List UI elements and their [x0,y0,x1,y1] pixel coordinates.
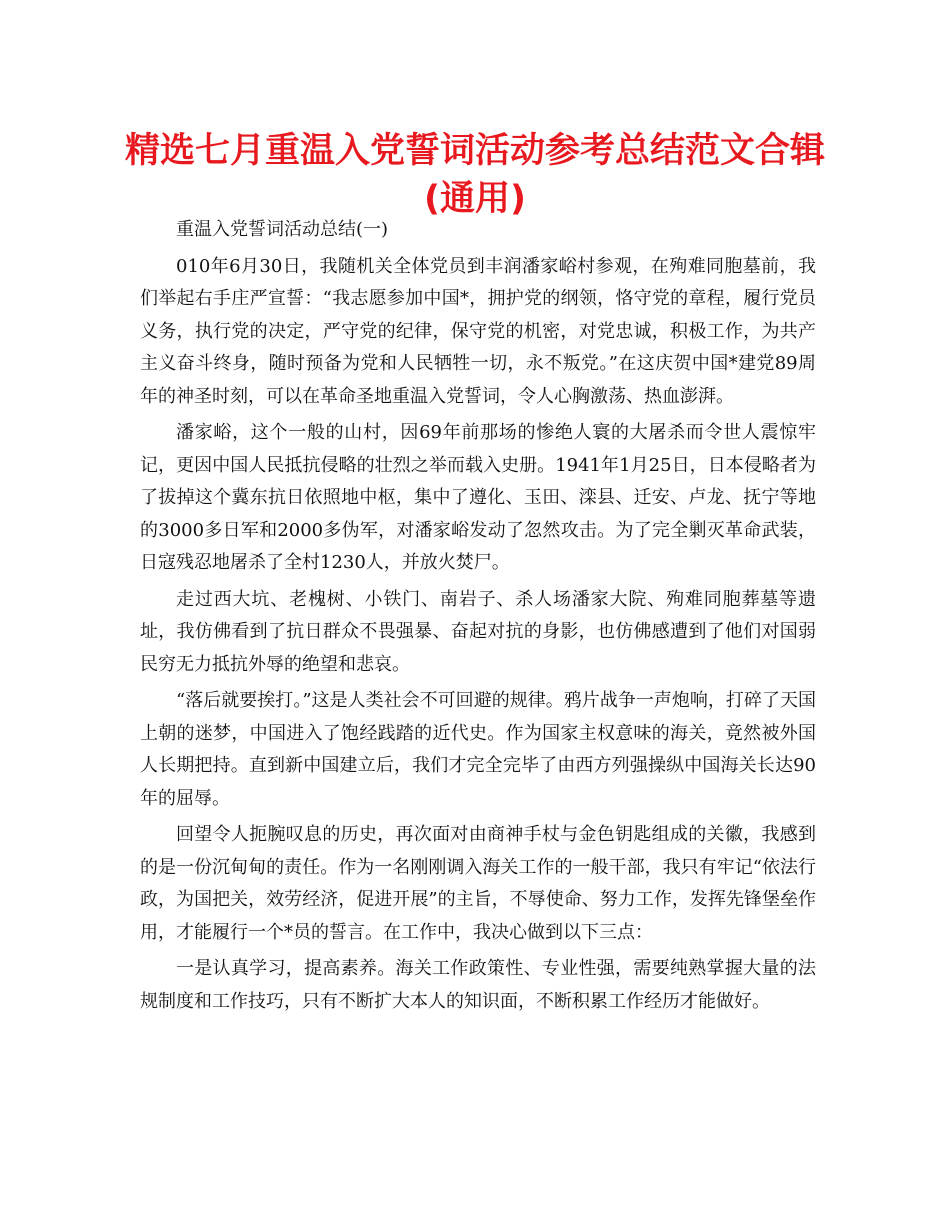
paragraph-6: 一是认真学习，提高素养。海关工作政策性、专业性强，需要纯熟掌握大量的法规制度和工作技巧，只有不断扩大本人的知识面，不断积累工作经历才能做好。 [140,958,816,1012]
paragraph-1: 010年6月30日，我随机关全体党员到丰润潘家峪村参观，在殉难同胞墓前，我们举起右手庄严宣誓：“我志愿参加中国*，拥护党的纲领，恪守党的章程，履行党员义务，执行党的决定，严守党的纪律，保守党的机密，对党忠诚，积极工作，为共产主义奋斗终身，随时预备为党和人民牺牲一切，永不叛党。”在这庆贺中国*建党89周年的神圣时刻，可以在革命圣地重温入党誓词，令人心胸激荡、热血澎湃。 [140,255,816,407]
paragraph-2: 潘家峪，这个一般的山村，因69年前那场的惨绝人寰的大屠杀而令世人震惊牢记，更因中国人民抵抗侵略的壮烈之举而载入史册。1941年1月25日，日本侵略者为了拔掉这个冀东抗日依照地中枢，集中了遵化、玉田、滦县、迁安、卢龙、抚宁等地的3000多日军和2000多伪军，对潘家峪发动了忽然攻击。为了完全剿灭革命武装，日寇残忍地屠杀了全村1230人，并放火焚尸。 [140,422,816,573]
section-heading: 重温入党誓词活动总结(一) [176,219,389,240]
paragraph-4: “落后就要挨打。”这是人类社会不可回避的规律。鸦片战争一声炮响，打碎了天国上朝的迷梦，中国进入了饱经践踏的近代史。作为国家主权意味的海关，竟然被外国人长期把持。直到新中国建立后，我们才完全完毕了由西方列强操纵中国海关长达90年的屈辱。 [140,690,816,809]
paragraph-5: 回望令人扼腕叹息的历史，再次面对由商神手杖与金色钥匙组成的关徽，我感到的是一份沉甸甸的责任。作为一名刚刚调入海关工作的一般干部，我只有牢记“依法行政，为国把关，效劳经济，促进开展”的主旨，不辱使命、努力工作，发挥先锋堡垒作用，才能履行一个*员的誓言。在工作中，我决心做到以下三点： [140,824,816,943]
paragraph-3: 走过西大坑、老槐树、小铁门、南岩子、杀人场潘家大院、殉难同胞葬墓等遗址，我仿佛看到了抗日群众不畏强暴、奋起对抗的身影，也仿佛感遭到了他们对国弱民穷无力抵抗外辱的绝望和悲哀。 [140,588,816,675]
document-title-line2: (通用) [424,179,526,219]
document-title-line1: 精选七月重温入党誓词活动参考总结范文合辑 [124,131,825,171]
document-body [140,214,816,1018]
